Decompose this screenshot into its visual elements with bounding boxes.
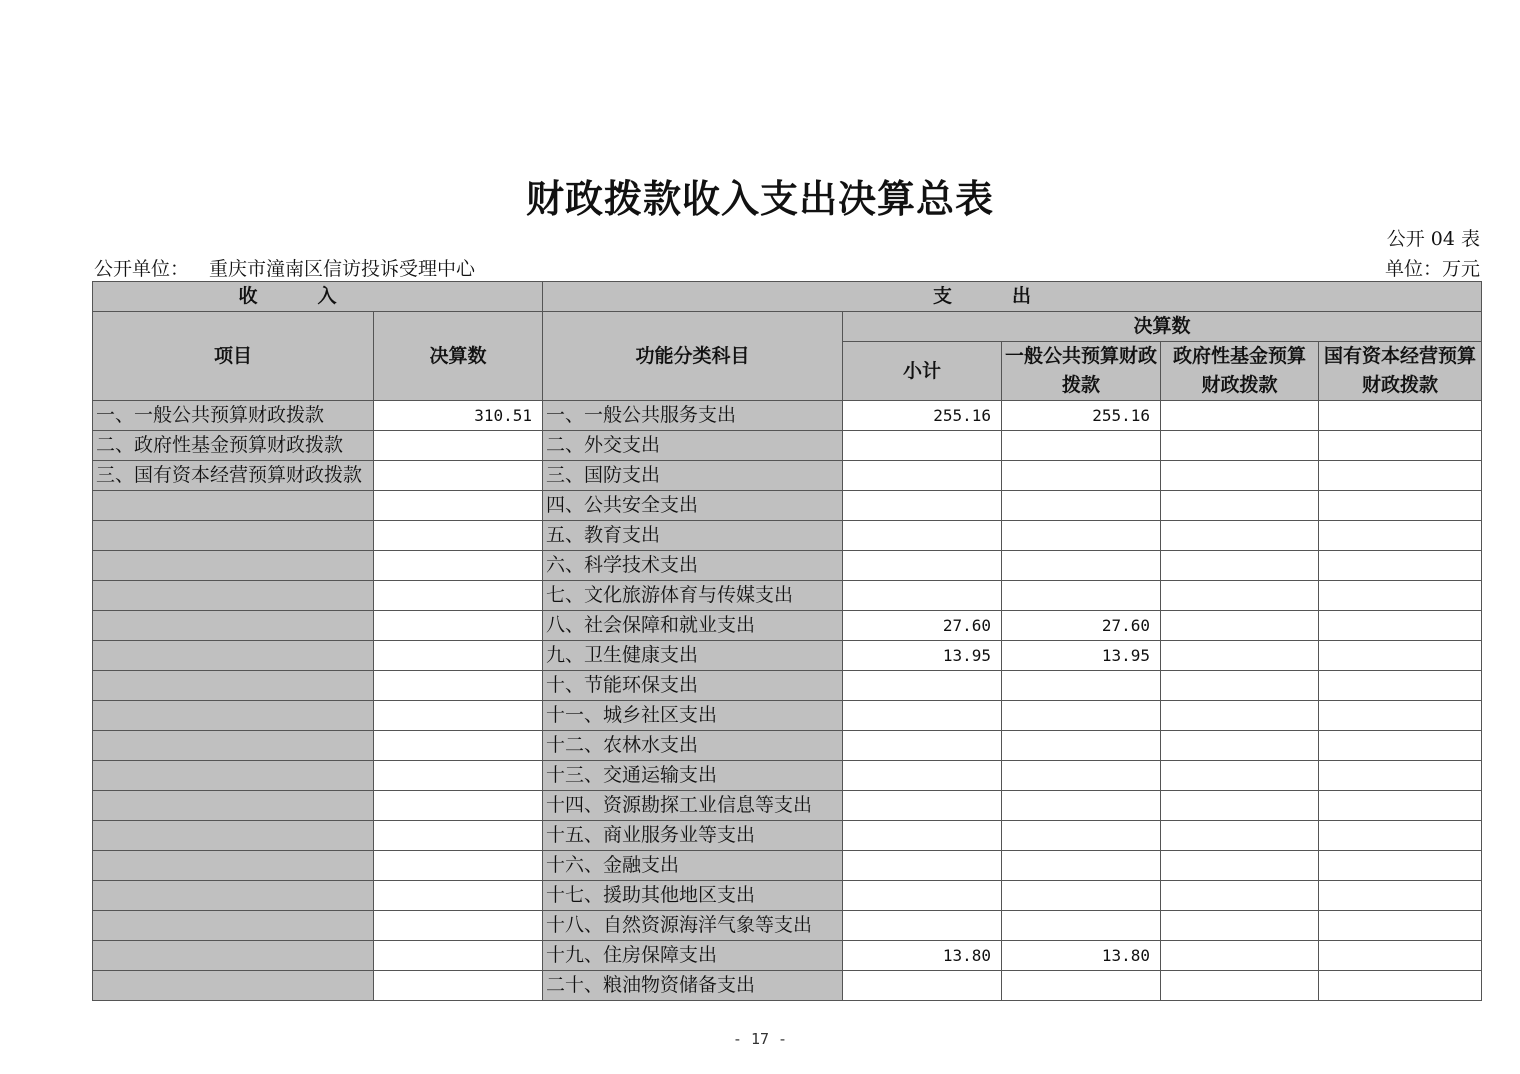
table-row	[93, 461, 1482, 491]
subject-cell: 三、国防支出	[543, 461, 843, 491]
subtotal-cell: 27.60	[843, 611, 1002, 641]
subtotal-cell	[843, 551, 1002, 581]
unit-line	[94, 254, 1480, 281]
general-budget-cell	[1002, 761, 1161, 791]
income-amount-cell	[374, 941, 543, 971]
expense-header-label: 支出	[933, 285, 1092, 307]
state-capital-cell	[1319, 461, 1482, 491]
income-item-cell	[93, 971, 374, 1001]
income-amount-cell	[374, 911, 543, 941]
income-amount-cell	[374, 521, 543, 551]
income-item-cell	[93, 851, 374, 881]
header-row-2	[93, 312, 1482, 342]
amount-header: 决算数	[374, 312, 543, 401]
subtotal-cell	[843, 881, 1002, 911]
income-item-cell	[93, 491, 374, 521]
state-capital-cell	[1319, 761, 1482, 791]
general-budget-cell	[1002, 431, 1161, 461]
subject-cell: 十三、交通运输支出	[543, 761, 843, 791]
subject-cell: 九、卫生健康支出	[543, 641, 843, 671]
subtotal-cell: 13.95	[843, 641, 1002, 671]
state-capital-cell	[1319, 611, 1482, 641]
subject-cell: 十八、自然资源海洋气象等支出	[543, 911, 843, 941]
income-item-cell	[93, 791, 374, 821]
subject-cell: 十、节能环保支出	[543, 671, 843, 701]
general-budget-cell: 13.95	[1002, 641, 1161, 671]
subtotal-cell	[843, 461, 1002, 491]
gov-fund-cell	[1161, 761, 1319, 791]
income-amount-cell	[374, 611, 543, 641]
table-row	[93, 731, 1482, 761]
income-item-cell	[93, 761, 374, 791]
subtotal-cell	[843, 491, 1002, 521]
income-item-cell	[93, 701, 374, 731]
state-capital-cell	[1319, 491, 1482, 521]
income-item-cell: 一、一般公共预算财政拨款	[93, 401, 374, 431]
subject-cell: 一、一般公共服务支出	[543, 401, 843, 431]
page-title: 财政拨款收入支出决算总表	[525, 176, 994, 221]
gov-fund-cell	[1161, 401, 1319, 431]
settlement-header: 决算数	[843, 312, 1482, 342]
general-budget-cell	[1002, 521, 1161, 551]
subject-cell: 二十、粮油物资储备支出	[543, 971, 843, 1001]
general-budget-cell	[1002, 851, 1161, 881]
gov-fund-cell	[1161, 581, 1319, 611]
subtotal-cell	[843, 791, 1002, 821]
general-budget-cell: 255.16	[1002, 401, 1161, 431]
state-capital-header: 国有资本经营预算财政拨款	[1319, 342, 1482, 401]
general-budget-cell	[1002, 461, 1161, 491]
table-row	[93, 611, 1482, 641]
income-item-cell	[93, 911, 374, 941]
state-capital-cell	[1319, 821, 1482, 851]
gov-fund-cell	[1161, 551, 1319, 581]
form-number: 公开 04 表	[1386, 228, 1480, 250]
income-item-cell	[93, 581, 374, 611]
gov-fund-cell	[1161, 731, 1319, 761]
subtotal-cell	[843, 731, 1002, 761]
subject-cell: 六、科学技术支出	[543, 551, 843, 581]
subject-cell: 二、外交支出	[543, 431, 843, 461]
expense-header	[543, 282, 1482, 312]
subject-cell: 十五、商业服务业等支出	[543, 821, 843, 851]
income-amount-cell	[374, 491, 543, 521]
table-row	[93, 431, 1482, 461]
state-capital-cell	[1319, 851, 1482, 881]
organization	[94, 254, 475, 281]
gov-fund-cell	[1161, 701, 1319, 731]
state-capital-cell	[1319, 971, 1482, 1001]
subject-cell: 五、教育支出	[543, 521, 843, 551]
gov-fund-cell	[1161, 611, 1319, 641]
table-row	[93, 641, 1482, 671]
general-budget-cell	[1002, 971, 1161, 1001]
income-amount-cell	[374, 701, 543, 731]
income-item-cell	[93, 731, 374, 761]
table-row	[93, 491, 1482, 521]
general-budget-cell: 13.80	[1002, 941, 1161, 971]
income-item-cell	[93, 551, 374, 581]
gov-fund-cell	[1161, 851, 1319, 881]
subject-cell: 七、文化旅游体育与传媒支出	[543, 581, 843, 611]
income-amount-cell	[374, 881, 543, 911]
page-number: - 17 -	[732, 1030, 788, 1048]
header-row-1	[93, 282, 1482, 312]
state-capital-cell	[1319, 641, 1482, 671]
gov-fund-cell	[1161, 881, 1319, 911]
subject-cell: 十一、城乡社区支出	[543, 701, 843, 731]
income-item-cell: 二、政府性基金预算财政拨款	[93, 431, 374, 461]
general-budget-cell	[1002, 671, 1161, 701]
state-capital-cell	[1319, 401, 1482, 431]
state-capital-cell	[1319, 671, 1482, 701]
subtotal-cell: 255.16	[843, 401, 1002, 431]
gov-fund-header: 政府性基金预算财政拨款	[1161, 342, 1319, 401]
state-capital-cell	[1319, 941, 1482, 971]
subtotal-cell	[843, 701, 1002, 731]
income-amount-cell	[374, 731, 543, 761]
general-budget-header: 一般公共预算财政拨款	[1002, 342, 1161, 401]
income-item-cell	[93, 521, 374, 551]
income-item-cell	[93, 611, 374, 641]
subject-cell: 十六、金融支出	[543, 851, 843, 881]
gov-fund-cell	[1161, 941, 1319, 971]
gov-fund-cell	[1161, 821, 1319, 851]
income-amount-cell	[374, 431, 543, 461]
table-row	[93, 941, 1482, 971]
table-row	[93, 791, 1482, 821]
subject-cell: 十九、住房保障支出	[543, 941, 843, 971]
gov-fund-cell	[1161, 671, 1319, 701]
income-amount-cell	[374, 551, 543, 581]
table-row	[93, 401, 1482, 431]
general-budget-cell	[1002, 491, 1161, 521]
gov-fund-cell	[1161, 491, 1319, 521]
subject-cell: 十二、农林水支出	[543, 731, 843, 761]
gov-fund-cell	[1161, 461, 1319, 491]
subtotal-cell	[843, 671, 1002, 701]
general-budget-cell	[1002, 881, 1161, 911]
general-budget-cell	[1002, 551, 1161, 581]
subtotal-cell	[843, 851, 1002, 881]
table-row	[93, 551, 1482, 581]
income-amount-cell	[374, 971, 543, 1001]
general-budget-cell	[1002, 701, 1161, 731]
income-amount-cell	[374, 641, 543, 671]
income-amount-cell: 310.51	[374, 401, 543, 431]
income-amount-cell	[374, 821, 543, 851]
general-budget-cell	[1002, 911, 1161, 941]
income-amount-cell	[374, 791, 543, 821]
subtotal-header: 小计	[843, 342, 1002, 401]
org-name: 重庆市潼南区信访投诉受理中心	[209, 258, 476, 280]
income-item-cell: 三、国有资本经营预算财政拨款	[93, 461, 374, 491]
state-capital-cell	[1319, 581, 1482, 611]
subtotal-cell	[843, 821, 1002, 851]
table-row	[93, 971, 1482, 1001]
income-item-cell	[93, 941, 374, 971]
org-label: 公开单位：	[94, 258, 190, 280]
state-capital-cell	[1319, 881, 1482, 911]
income-amount-cell	[374, 461, 543, 491]
income-amount-cell	[374, 761, 543, 791]
table-row	[93, 881, 1482, 911]
table-row	[93, 911, 1482, 941]
income-item-cell	[93, 641, 374, 671]
income-amount-cell	[374, 851, 543, 881]
gov-fund-cell	[1161, 431, 1319, 461]
subtotal-cell	[843, 911, 1002, 941]
currency-unit: 单位：万元	[1384, 258, 1480, 280]
subtotal-cell	[843, 971, 1002, 1001]
gov-fund-cell	[1161, 521, 1319, 551]
income-item-cell	[93, 821, 374, 851]
state-capital-cell	[1319, 731, 1482, 761]
gov-fund-cell	[1161, 641, 1319, 671]
state-capital-cell	[1319, 551, 1482, 581]
func-subject-header: 功能分类科目	[543, 312, 843, 401]
subject-cell: 十四、资源勘探工业信息等支出	[543, 791, 843, 821]
table-row	[93, 761, 1482, 791]
income-item-cell	[93, 671, 374, 701]
gov-fund-cell	[1161, 911, 1319, 941]
subtotal-cell	[843, 431, 1002, 461]
subtotal-cell	[843, 761, 1002, 791]
state-capital-cell	[1319, 521, 1482, 551]
state-capital-cell	[1319, 431, 1482, 461]
subtotal-cell	[843, 521, 1002, 551]
item-header: 项目	[93, 312, 374, 401]
settlement-table	[92, 281, 1482, 1001]
subject-cell: 十七、援助其他地区支出	[543, 881, 843, 911]
general-budget-cell	[1002, 731, 1161, 761]
table-row	[93, 521, 1482, 551]
gov-fund-cell	[1161, 971, 1319, 1001]
state-capital-cell	[1319, 911, 1482, 941]
general-budget-cell	[1002, 791, 1161, 821]
income-item-cell	[93, 881, 374, 911]
state-capital-cell	[1319, 701, 1482, 731]
subject-cell: 四、公共安全支出	[543, 491, 843, 521]
income-amount-cell	[374, 671, 543, 701]
table-row	[93, 581, 1482, 611]
general-budget-cell	[1002, 581, 1161, 611]
subtotal-cell: 13.80	[843, 941, 1002, 971]
income-amount-cell	[374, 581, 543, 611]
table-row	[93, 701, 1482, 731]
gov-fund-cell	[1161, 791, 1319, 821]
income-header	[93, 282, 543, 312]
general-budget-cell: 27.60	[1002, 611, 1161, 641]
subtotal-cell	[843, 581, 1002, 611]
general-budget-cell	[1002, 821, 1161, 851]
table-row	[93, 671, 1482, 701]
state-capital-cell	[1319, 791, 1482, 821]
table-row	[93, 821, 1482, 851]
table-row	[93, 851, 1482, 881]
subject-cell: 八、社会保障和就业支出	[543, 611, 843, 641]
income-header-label: 收入	[238, 285, 397, 307]
